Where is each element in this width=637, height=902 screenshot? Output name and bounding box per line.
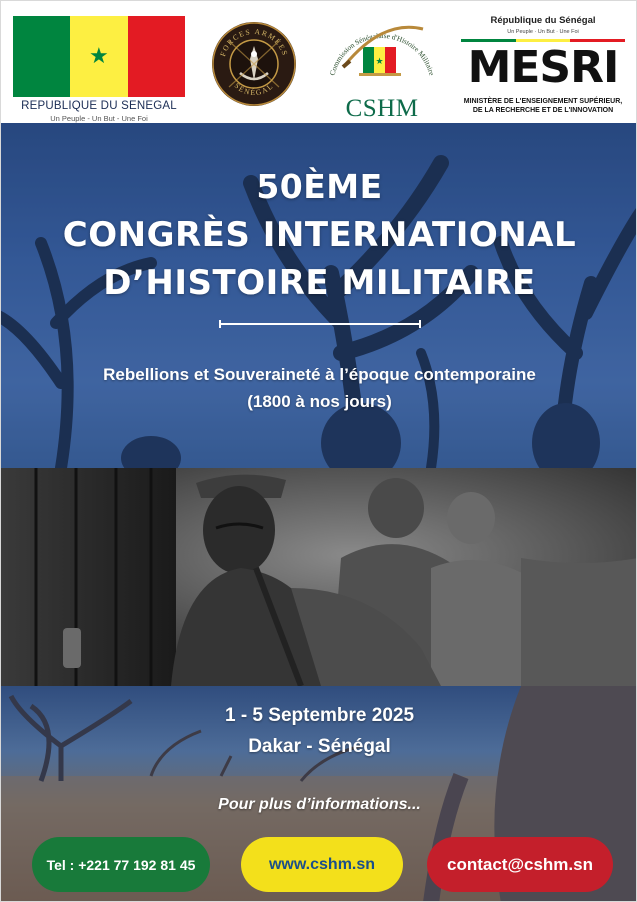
mesri-logo [457,11,629,121]
svg-text:★: ★ [375,57,384,67]
website-link-pill[interactable]: www.cshm.sn [241,837,403,892]
svg-text:FORCES ARMÉES [218,27,290,58]
senegal-flag [13,16,185,97]
emblem-text-top: FORCES ARMÉES [218,26,290,58]
soldiers-photo [1,468,637,686]
email-contact-pill[interactable]: contact@cshm.sn [427,837,613,892]
title-divider [219,323,421,325]
flag-motto: Un Peuple - Un But - Une Foi [50,114,148,123]
event-place: Dakar - Sénégal [248,736,391,757]
title-line-2: CONGRÈS INTERNATIONAL [62,215,577,255]
senegal-flag-logo [13,16,185,123]
subtitle-line-1: Rebellions et Souveraineté à l’époque contemporaine [103,365,536,384]
svg-text:SÉNÉGAL [233,81,276,97]
event-dates: 1 - 5 Septembre 2025 [224,705,415,726]
armed-forces-emblem [211,21,297,107]
logo-header [1,1,637,123]
mesri-full-name [457,97,629,115]
title-line-1: 50ÈME [256,167,383,206]
cshm-logo [323,9,441,121]
mesri-motto: Un Peuple · Un But · Une Foi [507,29,579,35]
cshm-name: CSHM [345,95,419,122]
more-info-text: Pour plus d’informations... [218,796,421,813]
subtitle-line-2: (1800 à nos jours) [247,392,392,411]
event-info-section [1,686,637,902]
mesri-republic: République du Sénégal [490,15,596,26]
mesri-name: MESRI [467,42,619,93]
emblem-text-bottom: SÉNÉGAL [232,81,276,98]
star-icon: ★ [89,44,109,69]
title-line-3: D’HISTOIRE MILITAIRE [103,263,536,303]
hero-banner [1,123,637,468]
cshm-arc-text: Commission Sénégalaise d'Histoire Militaire [327,30,437,77]
phone-contact-pill[interactable]: Tel : +221 77 192 81 45 [32,837,210,892]
mesri-full-name-line1: MINISTÈRE DE L'ENSEIGNEMENT SUPÉRIEUR, [463,98,623,105]
flag-caption: REPUBLIQUE DU SENEGAL [21,100,177,112]
mesri-full-name-line2: DE LA RECHERCHE ET DE L'INNOVATION [472,107,614,114]
